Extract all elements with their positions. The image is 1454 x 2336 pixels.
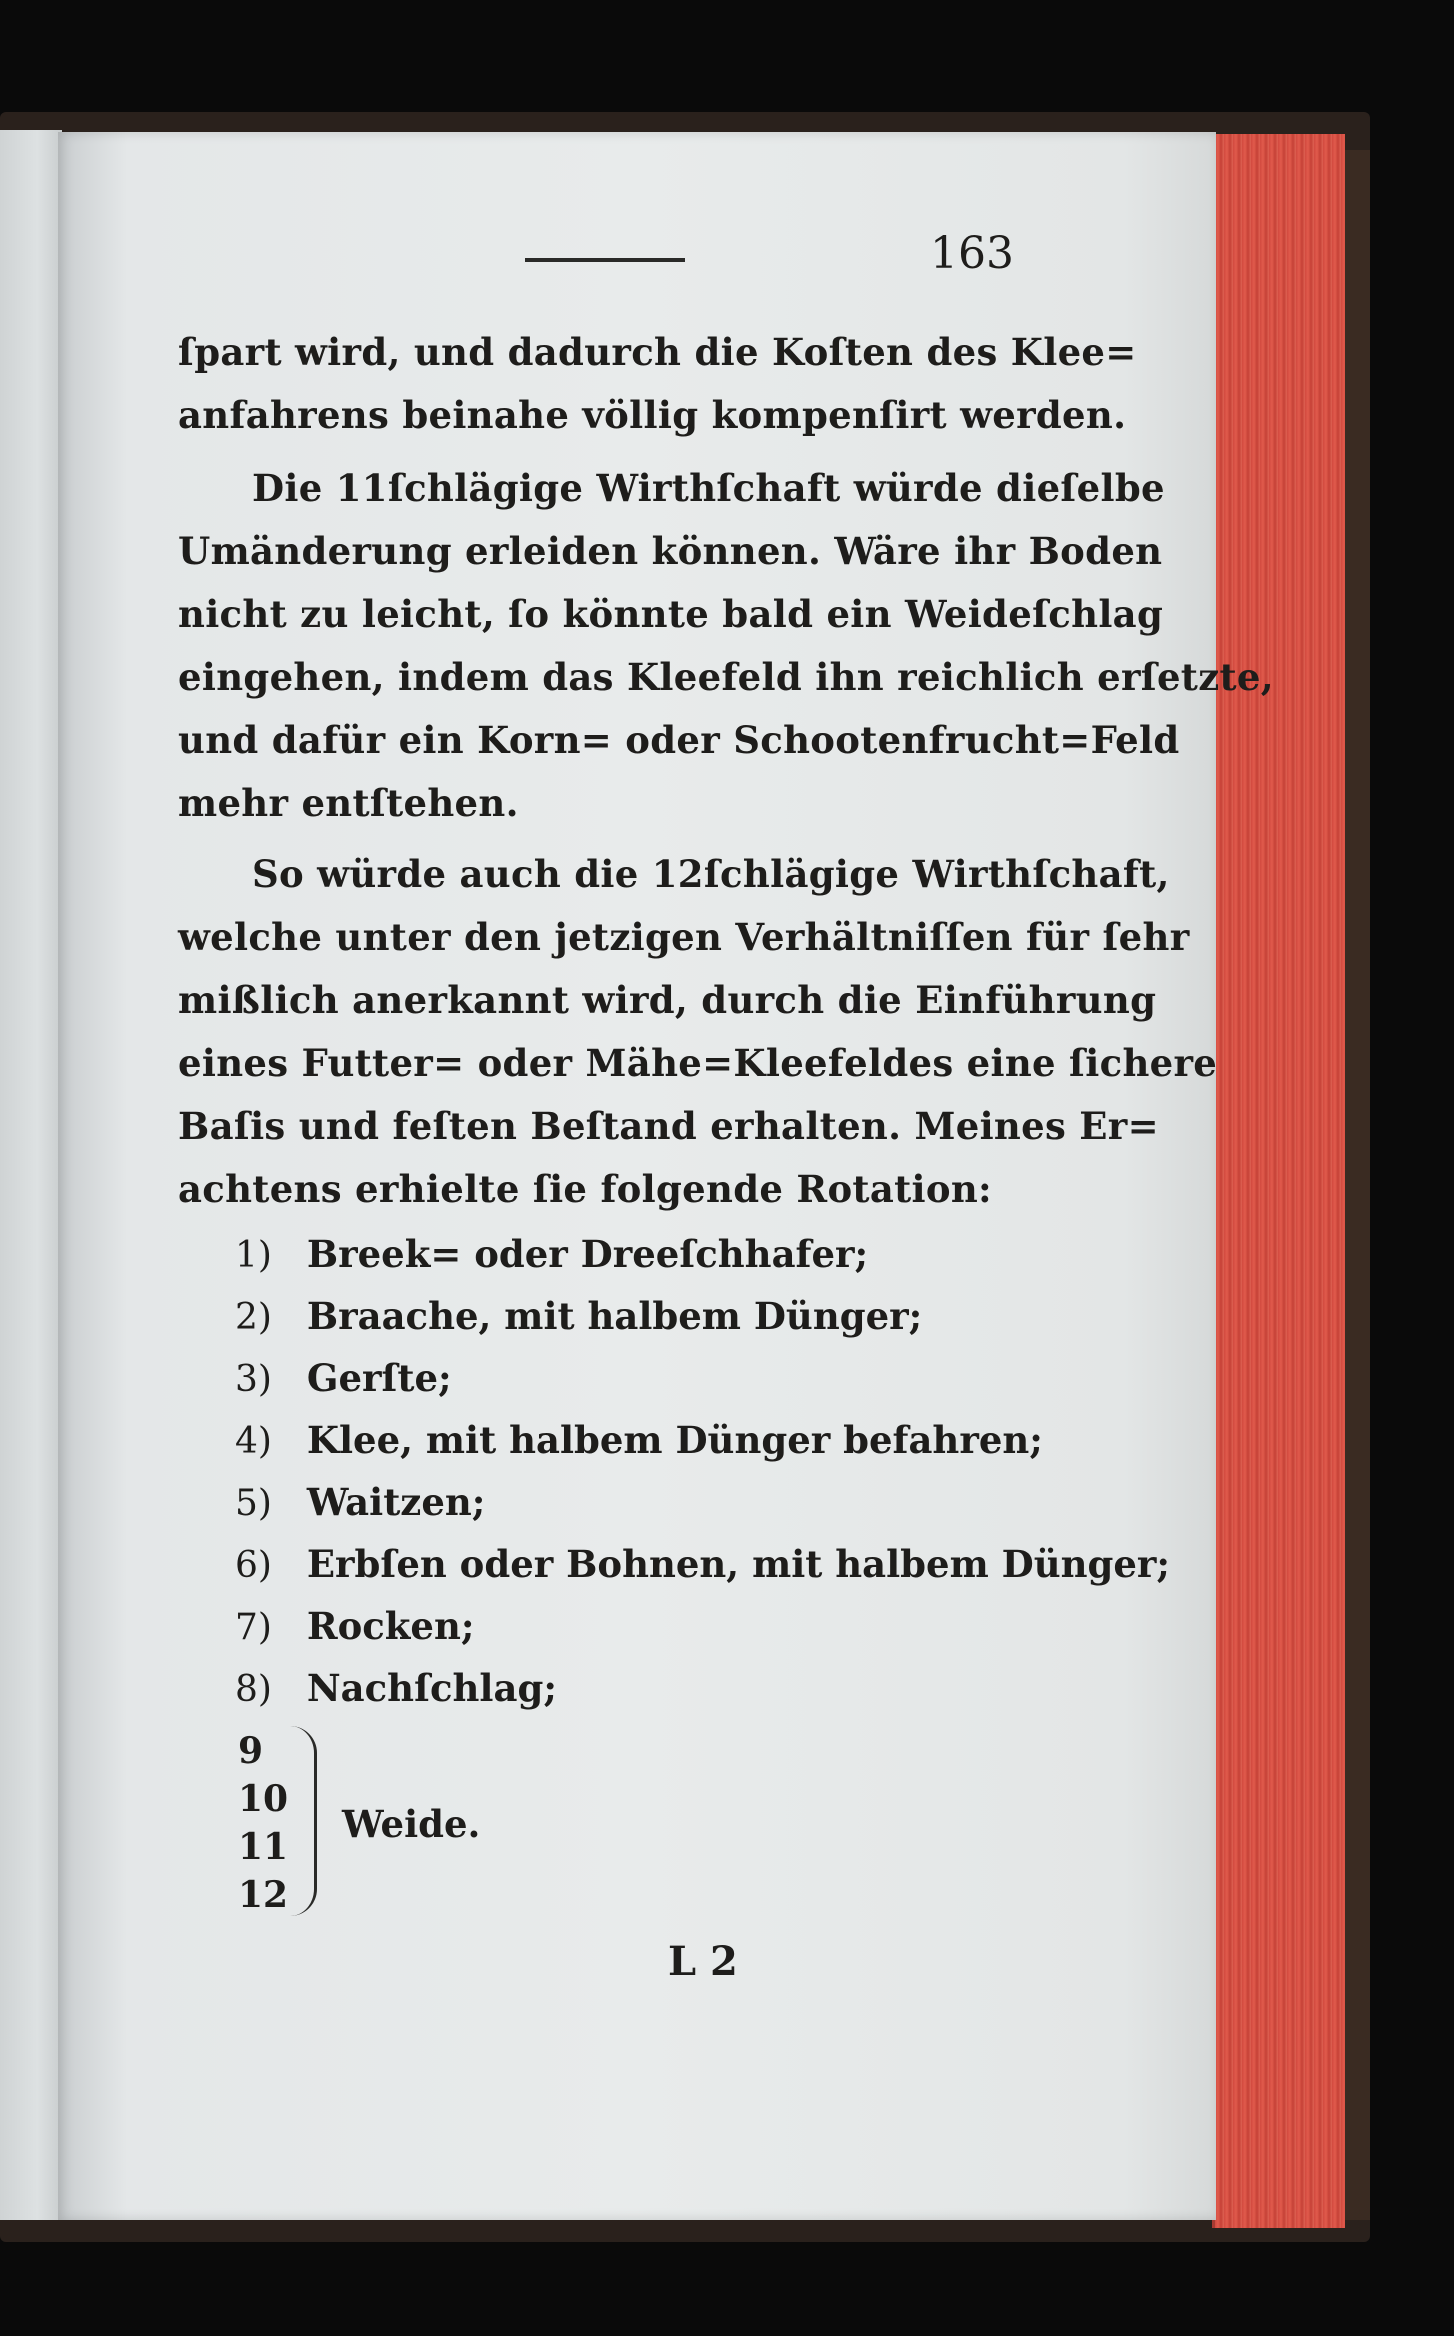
red-page-edges <box>1212 134 1345 2228</box>
rotation-text: Nachſchlag; <box>306 1666 557 1710</box>
rotation-item <box>235 1356 452 1400</box>
rotation-item <box>235 1418 1043 1462</box>
text-line: mehr entſtehen. <box>178 781 519 825</box>
text-line: eingehen, indem das Kleefeld ihn reichlich erſetzte, <box>178 655 1274 699</box>
rotation-text: Klee, mit halbem Dünger befahren; <box>306 1418 1043 1462</box>
rotation-text: Rocken; <box>306 1604 475 1648</box>
rotation-number: 10 <box>238 1778 289 1820</box>
rotation-text: Breek= oder Dreeſchhafer; <box>306 1232 869 1276</box>
rotation-text: Erbſen oder Bohnen, mit halbem Dünger; <box>306 1542 1171 1586</box>
rotation-text: Waitzen; <box>306 1480 486 1524</box>
rotation-item <box>235 1666 557 1710</box>
rotation-number: 12 <box>238 1874 289 1916</box>
text-line: Umänderung erleiden können. Wäre ihr Boden <box>178 529 1163 573</box>
rotation-number: 9 <box>238 1730 264 1772</box>
rotation-number: 2) <box>235 1297 272 1338</box>
rotation-item <box>235 1294 922 1338</box>
rotation-number: 6) <box>235 1545 272 1586</box>
left-page-edge <box>0 130 62 2220</box>
rotation-number: 8) <box>235 1669 272 1710</box>
rotation-item <box>235 1542 1170 1586</box>
text-line: eines Futter= oder Mähe=Kleefeldes eine ſichere <box>178 1041 1218 1085</box>
text-line: mißlich anerkannt wird, durch die Einführung <box>178 978 1157 1022</box>
rotation-number: 7) <box>235 1607 272 1648</box>
rotation-item <box>235 1232 868 1276</box>
rotation-text: Braache, mit halbem Dünger; <box>306 1294 923 1338</box>
rotation-number: 1) <box>235 1235 272 1276</box>
rotation-text: Gerſte; <box>306 1356 452 1400</box>
text-line: anfahrens beinahe völlig kompenſirt werden. <box>178 393 1127 437</box>
text-line: Die 11ſchlägige Wirthſchaft würde dieſelbe <box>252 466 1165 510</box>
weide-label: Weide. <box>342 1802 481 1846</box>
signature-mark: L 2 <box>668 1938 738 1985</box>
text-line: So würde auch die 12ſchlägige Wirthſchaft, <box>252 852 1170 896</box>
rotation-number: 4) <box>235 1421 272 1462</box>
rotation-number: 11 <box>238 1826 289 1868</box>
text-line: und dafür ein Korn= oder Schootenfrucht=Feld <box>178 718 1180 762</box>
page-number: 163 <box>930 228 1014 279</box>
brace <box>290 1726 317 1916</box>
text-line: nicht zu leicht, ſo könnte bald ein Weideſchlag <box>178 592 1164 636</box>
text-line: achtens erhielte ſie folgende Rotation: <box>178 1167 992 1211</box>
header-rule <box>525 258 685 262</box>
rotation-number: 5) <box>235 1483 272 1524</box>
text-line: Baſis und feſten Beſtand erhalten. Meines Er= <box>178 1104 1159 1148</box>
text-line: ſpart wird, und dadurch die Koſten des Klee= <box>178 330 1137 374</box>
text-line: welche unter den jetzigen Verhältniſſen für ſehr <box>178 915 1190 959</box>
rotation-number: 3) <box>235 1359 272 1400</box>
rotation-item <box>235 1604 475 1648</box>
rotation-item <box>235 1480 485 1524</box>
